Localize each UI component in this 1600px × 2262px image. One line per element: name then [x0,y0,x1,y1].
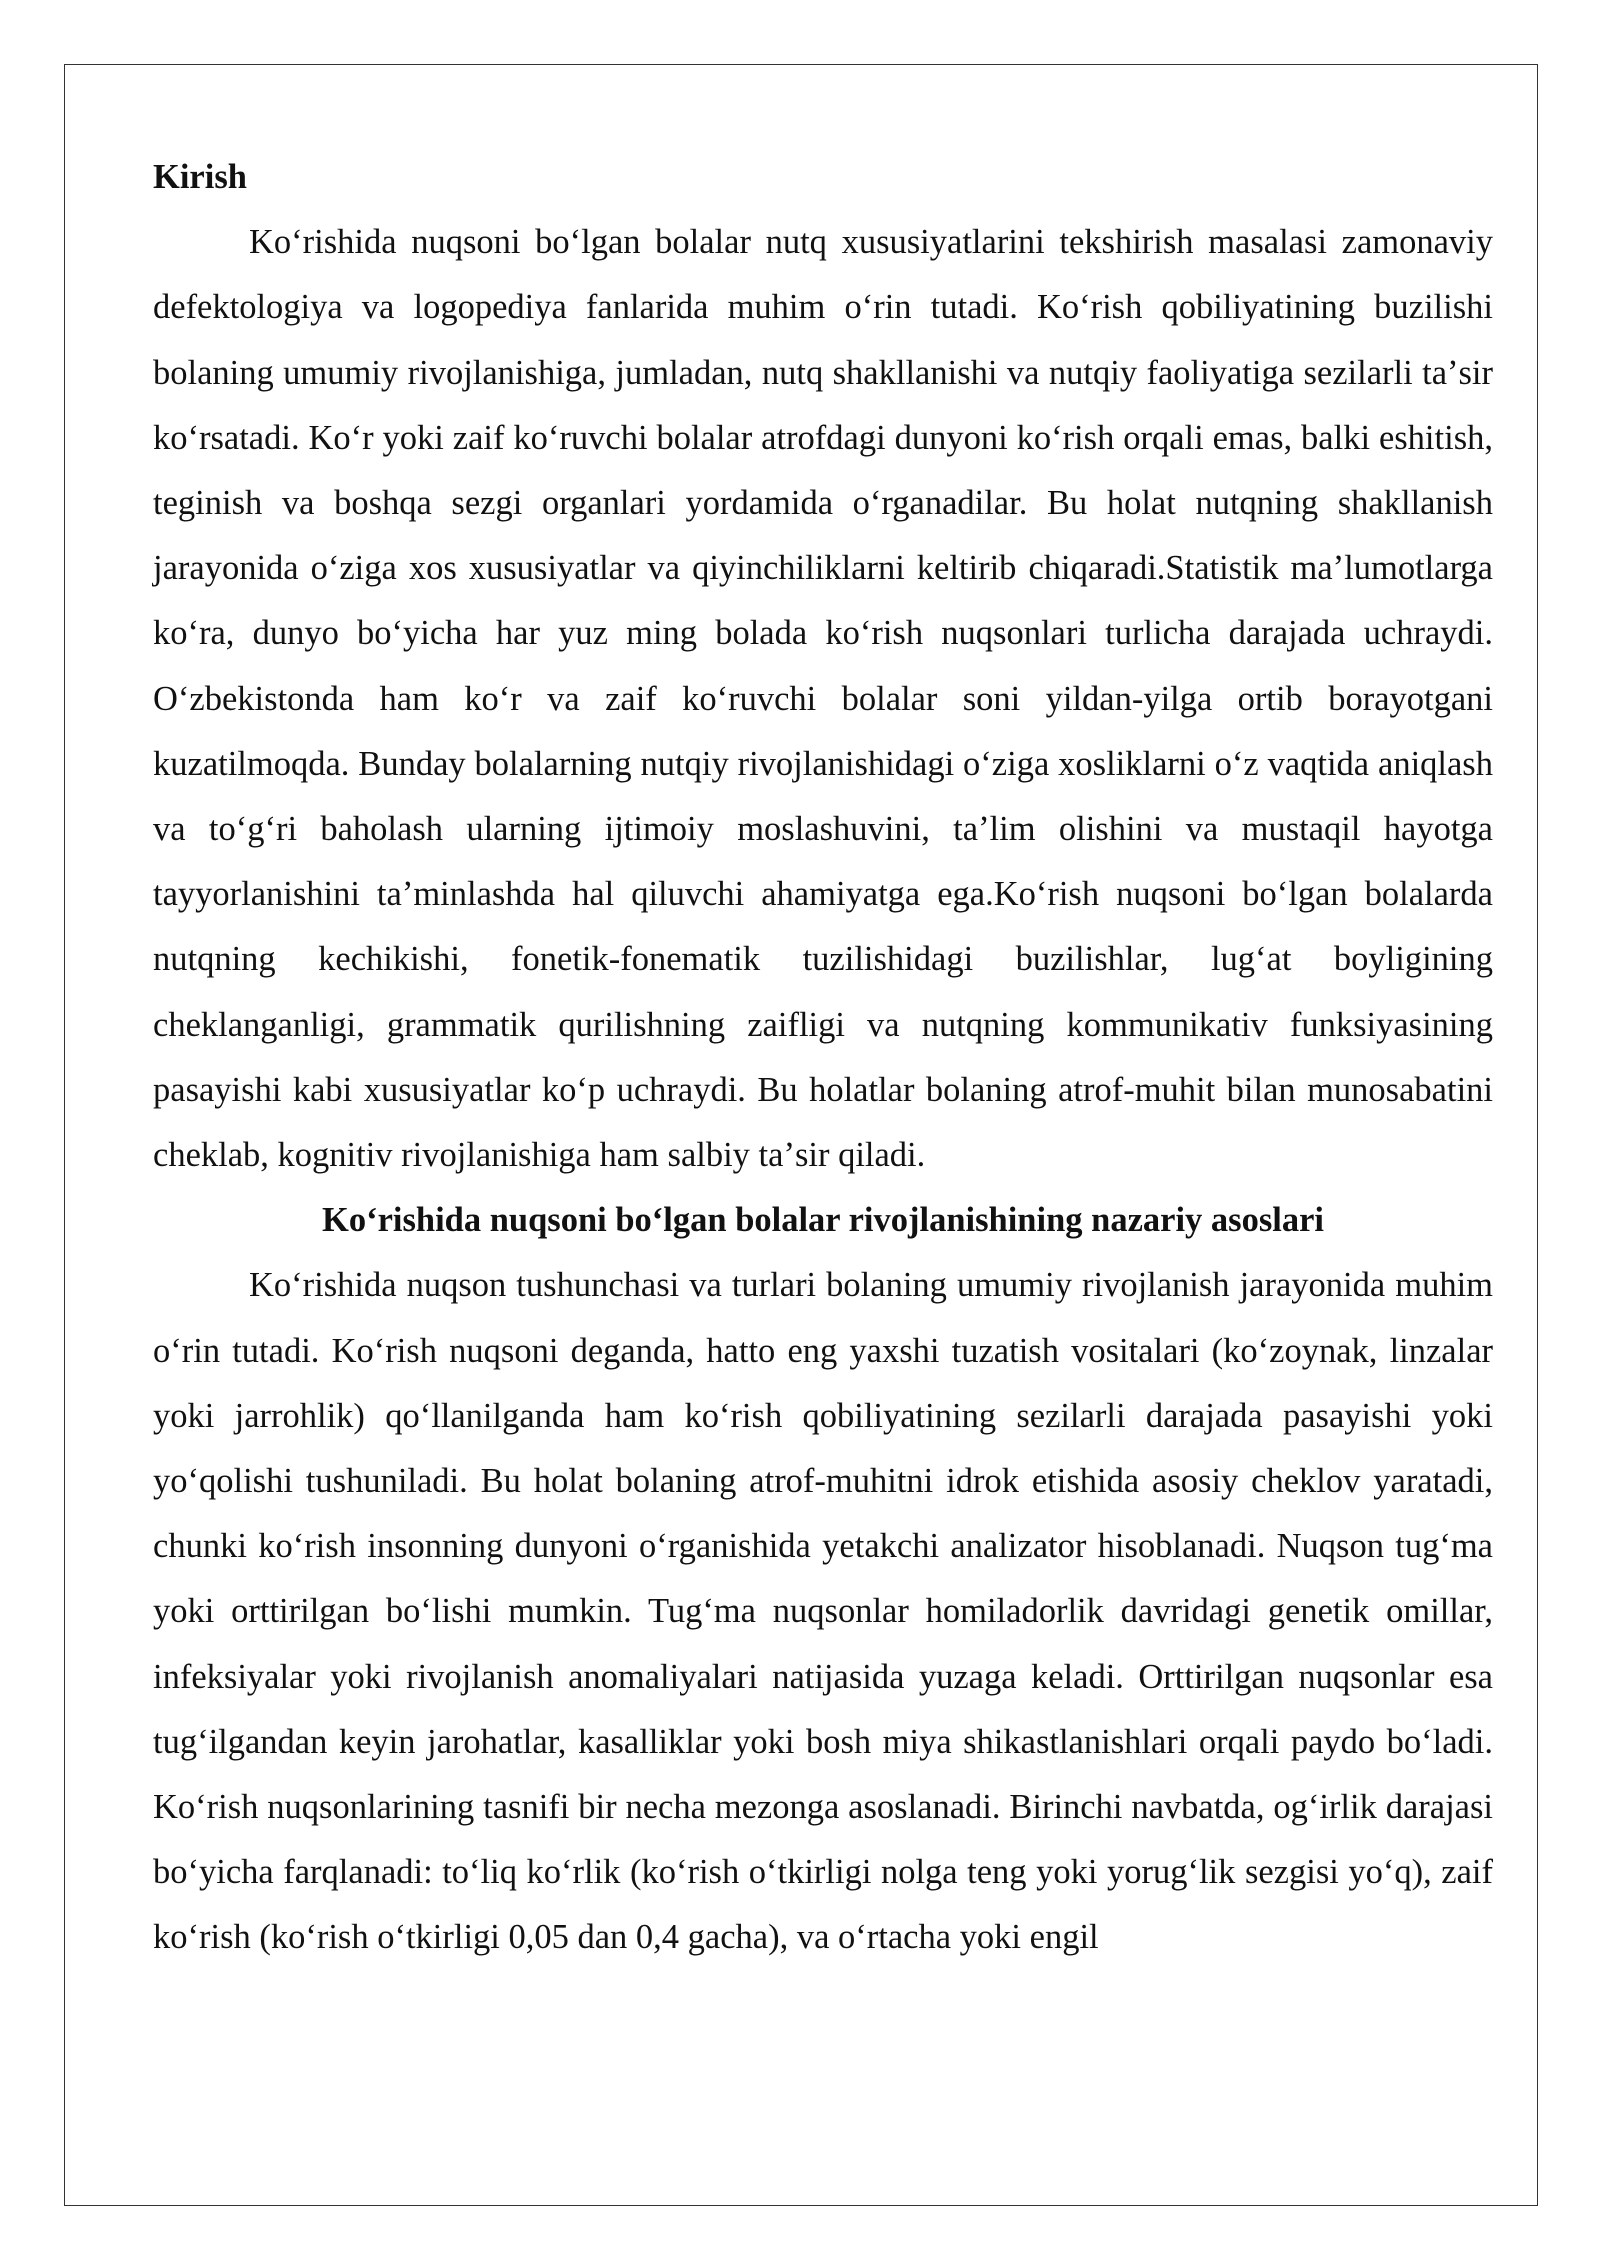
intro-heading: Kirish [153,158,247,196]
intro-paragraph: Koʻrishida nuqsoni boʻlgan bolalar nutq xususiyatlarini tekshirish masalasi zamonaviy defektologiya va logopediya fanlarida muhim oʻrin tutadi. Koʻrish qobiliyatining buzilishi bolaning umumiy rivojlanishiga, jumladan, nutq shakllanishi va nutqiy faoliyatiga sezilarli taʼsir koʻrsatadi. Koʻr yoki zaif koʻruvchi bolalar atrofdagi dunyoni koʻrish orqali emas, balki eshitish, teginish va boshqa sezgi organlari yordamida oʻrganadilar. Bu holat nutqning shakllanish jarayonida oʻziga xos xususiyatlar va qiyinchiliklarni keltirib chiqaradi.Statistik maʼlumotlarga koʻra, dunyo boʻyicha har yuz ming bolada koʻrish nuqsonlari turlicha darajada uchraydi. Oʻzbekistonda ham koʻr va zaif koʻruvchi bolalar soni yildan-yilga ortib borayotgani kuzatilmoqda. Bunday bolalarning nutqiy rivojlanishidagi oʻziga xosliklarni oʻz vaqtida aniqlash va toʻgʻri baholash ularning ijtimoiy moslashuvini, taʼlim olishini va mustaqil hayotga tayyorlanishini taʼminlashda hal qiluvchi ahamiyatga ega.Koʻrish nuqsoni boʻlgan bolalarda nutqning kechikishi, fonetik-fonematik tuzilishidagi buzilishlar, lugʻat boyligining cheklanganligi, grammatik qurilishning zaifligi va nutqning kommunikativ funksiyasining pasayishi kabi xususiyatlar koʻp uchraydi. Bu holatlar bolaning atrof-muhit bilan munosabatini cheklab, kognitiv rivojlanishiga ham salbiy taʼsir qiladi. [153,223,1493,1175]
theory-paragraph: Koʻrishida nuqson tushunchasi va turlari bolaning umumiy rivojlanish jarayonida muhim oʻrin tutadi. Koʻrish nuqsoni deganda, hatto eng yaxshi tuzatish vositalari (koʻzoynak, linzalar yoki jarrohlik) qoʻllanilganda ham koʻrish qobiliyatining sezilarli darajada pasayishi yoki yoʻqolishi tushuniladi. Bu holat bolaning atrof-muhitni idrok etishida asosiy cheklov yaratadi, chunki koʻrish insonning dunyoni oʻrganishida yetakchi analizator hisoblanadi. Nuqson tugʻma yoki orttirilgan boʻlishi mumkin. Tugʻma nuqsonlar homiladorlik davridagi genetik omillar, infeksiyalar yoki rivojlanish anomaliyalari natijasida yuzaga keladi. Orttirilgan nuqsonlar esa tugʻilgandan keyin jarohatlar, kasalliklar yoki bosh miya shikastlanishlari orqali paydo boʻladi. Koʻrish nuqsonlarining tasnifi bir necha mezonga asoslanadi. Birinchi navbatda, ogʻirlik darajasi boʻyicha farqlanadi: toʻliq koʻrlik (koʻrish oʻtkirligi nolga teng yoki yorugʻlik sezgisi yoʻq), zaif koʻrish (koʻrish oʻtkirligi 0,05 dan 0,4 gacha), va oʻrtacha yoki engil [153,1266,1493,1957]
document-body [153,145,1493,1971]
theory-heading: Koʻrishida nuqsoni boʻlgan bolalar rivojlanishining nazariy asoslari [322,1201,1324,1240]
